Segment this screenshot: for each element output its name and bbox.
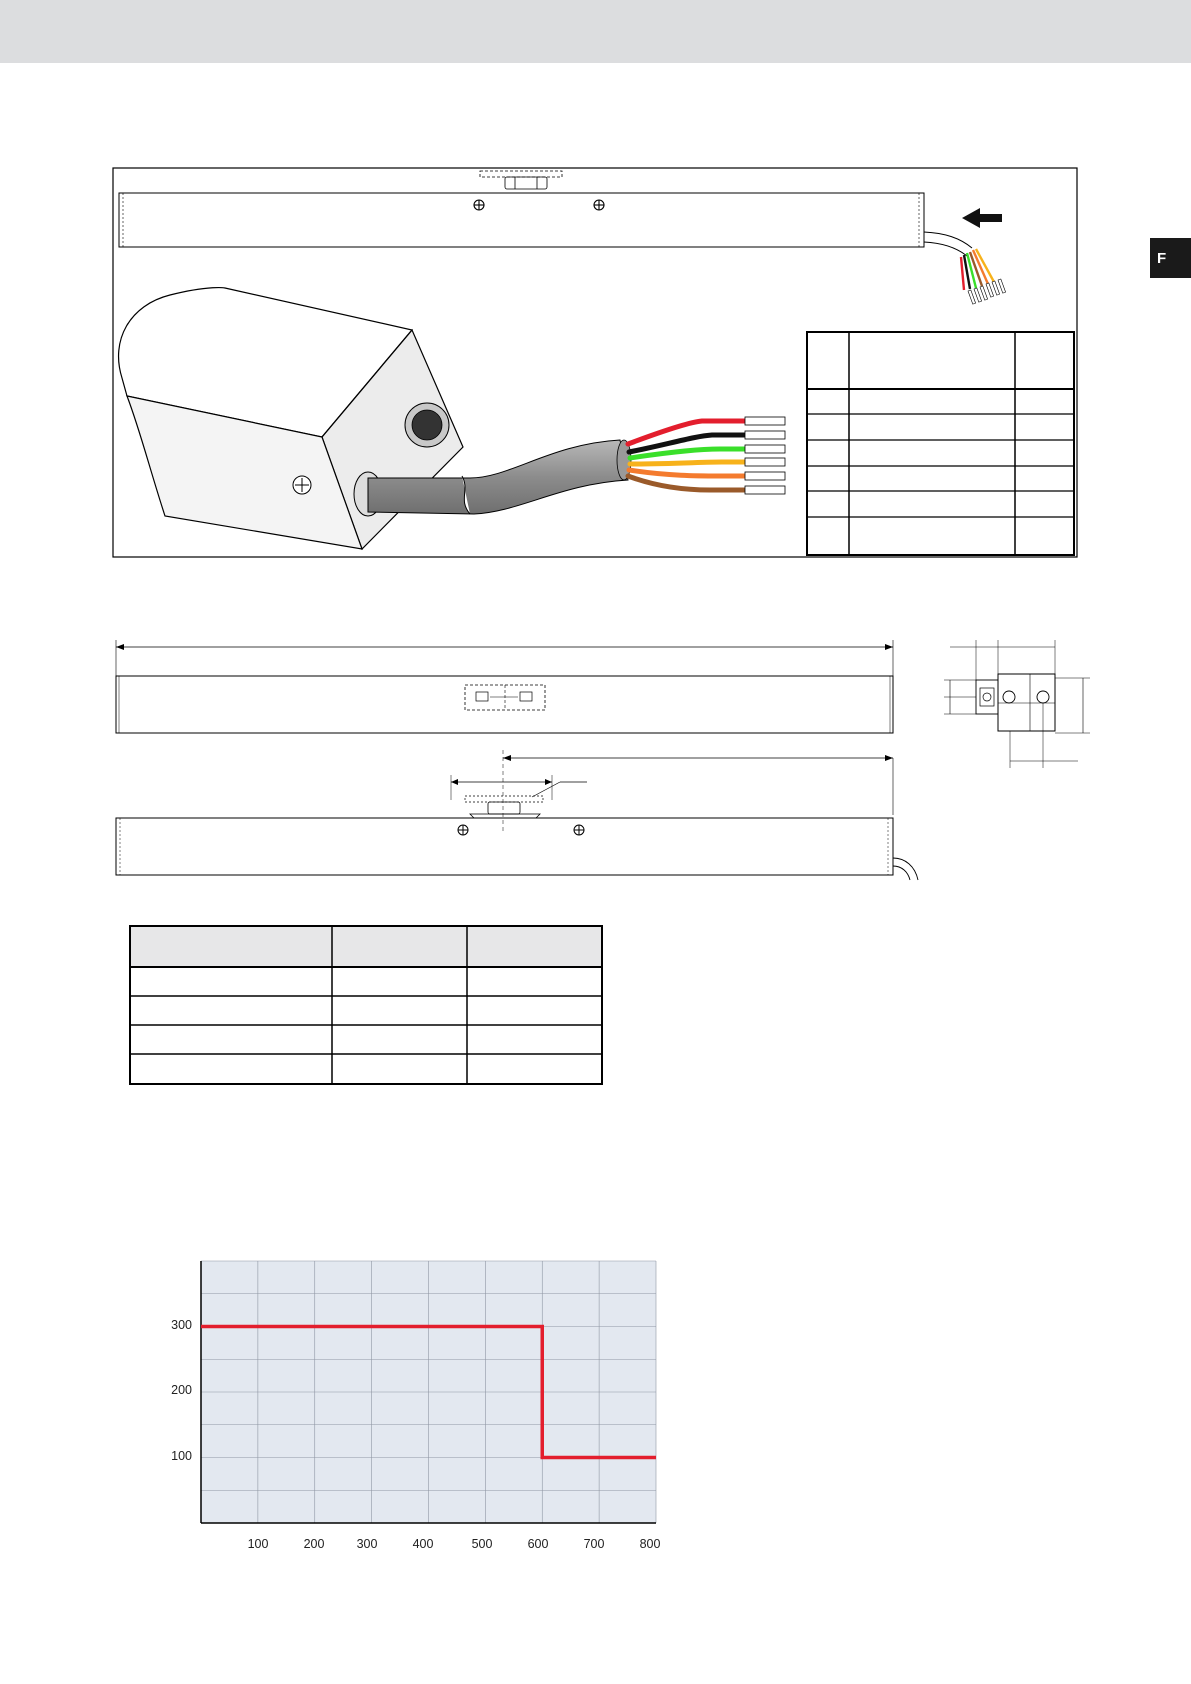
y-tick-label: 200	[171, 1383, 192, 1397]
screw-icon	[594, 200, 604, 210]
x-tick-labels	[248, 1537, 661, 1551]
mounting-bracket-top	[480, 171, 562, 189]
x-tick-label: 300	[356, 1537, 378, 1551]
x-tick-label: 200	[303, 1537, 325, 1551]
x-tick-label: 400	[412, 1537, 434, 1551]
wire-bundle-large	[628, 421, 745, 490]
y-tick-label: 300	[171, 1318, 192, 1332]
section-tab-label: F	[1157, 249, 1167, 267]
actuator-body	[119, 193, 924, 247]
wire-ferrules	[745, 417, 785, 494]
y-tick-labels	[171, 1318, 192, 1463]
dimension-drawing	[116, 640, 1090, 880]
chart	[171, 1261, 660, 1551]
screw-icon	[474, 200, 484, 210]
screw-icon	[293, 476, 311, 494]
x-tick-label: 500	[471, 1537, 493, 1551]
dimension-table	[130, 926, 602, 1084]
wiring-table	[807, 332, 1074, 555]
x-tick-label: 100	[247, 1537, 269, 1551]
x-tick-label: 800	[639, 1537, 661, 1551]
wiring-figure	[113, 168, 1077, 557]
direction-arrow-icon	[962, 208, 1002, 228]
x-tick-label: 700	[583, 1537, 605, 1551]
y-tick-label: 100	[171, 1449, 192, 1463]
x-tick-label: 600	[527, 1537, 549, 1551]
